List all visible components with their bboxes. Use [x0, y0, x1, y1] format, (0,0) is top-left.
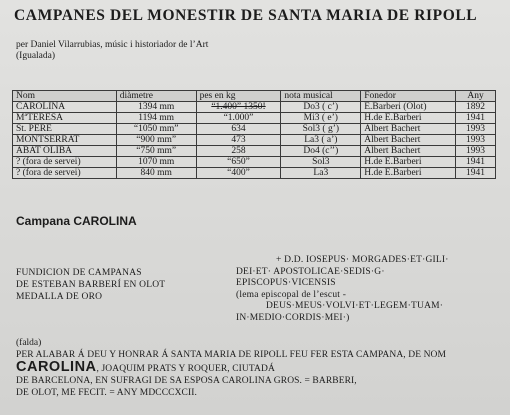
- foundry-line: MEDALLA DE ORO: [16, 292, 103, 302]
- motto-line: EPISCOPUS·VICENSIS: [236, 278, 336, 288]
- table-cell: 1993: [456, 146, 496, 157]
- table-cell: Do4 (c’’): [281, 146, 361, 157]
- table-cell: “1.000”: [196, 113, 281, 124]
- column-header: Nom: [13, 91, 117, 102]
- table-row: [13, 124, 496, 135]
- bell-name: CAROLINA: [16, 359, 97, 375]
- table-cell: MONTSERRAT: [13, 135, 117, 146]
- motto-line: (lema episcopal de l’escut -: [236, 289, 347, 300]
- author-credit: [16, 40, 208, 62]
- table-cell: Sol3: [281, 157, 361, 168]
- table-cell: “1050 mm”: [116, 124, 196, 135]
- table-row: [13, 135, 496, 146]
- column-header: nota musical: [281, 91, 361, 102]
- table-cell: H.de E.Barberi: [361, 157, 456, 168]
- motto-line: DEUS·MEUS·VOLVI·ET·LEGEM·TUAM·: [266, 301, 444, 311]
- table-row: [13, 157, 496, 168]
- table-cell: St. PERE: [13, 124, 117, 135]
- table-cell: Do3 ( c’): [281, 102, 361, 113]
- table-cell: Albert Bachert: [361, 135, 456, 146]
- table-cell: “1.400” 1350!: [196, 102, 281, 113]
- table-cell: ? (fora de servei): [13, 168, 117, 179]
- table-cell: 258: [196, 146, 281, 157]
- table-row: [13, 146, 496, 157]
- table-cell: 1993: [456, 124, 496, 135]
- foundry-line: FUNDICION DE CAMPANAS: [16, 268, 142, 278]
- skirt-inscription: [16, 349, 504, 399]
- motto-line: + D.D. IOSEPUS· MORGADES·ET·GILI·: [276, 255, 449, 265]
- inscription-text: , JOAQUIM PRATS Y ROQUER, CIUTADÁ: [96, 364, 275, 374]
- episcopal-motto: [236, 255, 449, 324]
- column-header: Any: [456, 91, 496, 102]
- table-cell: 1892: [456, 102, 496, 113]
- table-cell: “900 mm”: [116, 135, 196, 146]
- column-header: pes en kg: [196, 91, 281, 102]
- table-cell: MªTERESA: [13, 113, 117, 124]
- column-header: diàmetre: [116, 91, 196, 102]
- table-cell: ABAT OLIBA: [13, 146, 117, 157]
- table-cell: H.de E.Barberi: [361, 113, 456, 124]
- table-header-row: [13, 91, 496, 102]
- table-cell: Albert Bachert: [361, 146, 456, 157]
- motto-line: DEI·ET· APOSTOLICAE·SEDIS·G·: [236, 266, 385, 277]
- motto-line: IN·MEDIO·CORDIS·MEI·): [236, 312, 350, 323]
- table-cell: 634: [196, 124, 281, 135]
- table-cell: ? (fora de servei): [13, 157, 117, 168]
- inscription-line: DE BARCELONA, EN SUFRAGI DE SA ESPOSA CAROLINA GROS. = BARBERI,: [16, 376, 357, 386]
- table-cell: 1993: [456, 135, 496, 146]
- table-cell: 1194 mm: [116, 113, 196, 124]
- table-cell: E.Barberi (Olot): [361, 102, 456, 113]
- table-cell: Sol3 ( g’): [281, 124, 361, 135]
- table-row: [13, 102, 496, 113]
- falda-label: (falda): [16, 338, 42, 348]
- table-cell: 840 mm: [116, 168, 196, 179]
- table-cell: 1941: [456, 113, 496, 124]
- section-heading: Campana CAROLINA: [16, 214, 137, 228]
- table-cell: 1941: [456, 168, 496, 179]
- column-header: Fonedor: [361, 91, 456, 102]
- table-cell: La3: [281, 168, 361, 179]
- inscription-line: PER ALABAR Á DEU Y HONRAR Á SANTA MARIA DE RIPOLL FEU FER ESTA CAMPANA, DE NOM: [16, 350, 447, 360]
- table-row: [13, 168, 496, 179]
- table-cell: CAROLINA: [13, 102, 117, 113]
- bells-table: [12, 90, 496, 179]
- author-location: (Igualada): [16, 51, 56, 61]
- page-title: CAMPANES DEL MONESTIR DE SANTA MARIA DE RIPOLL: [14, 7, 478, 24]
- inscription-line: DE OLOT, ME FECIT. = ANY MDCCCXCII.: [16, 388, 197, 398]
- table-cell: 473: [196, 135, 281, 146]
- table-cell: H.de E.Barberi: [361, 168, 456, 179]
- author-line: per Daniel Vilarrubias, músic i historiador de l’Art: [16, 40, 209, 50]
- table-cell: La3 ( a’): [281, 135, 361, 146]
- table-cell: “650”: [196, 157, 281, 168]
- table-cell: “750 mm”: [116, 146, 196, 157]
- table-cell: Mi3 ( e’): [281, 113, 361, 124]
- foundry-inscription: [16, 267, 165, 303]
- foundry-line: DE ESTEBAN BARBERÍ EN OLOT: [16, 280, 166, 290]
- table-cell: 1394 mm: [116, 102, 196, 113]
- table-cell: 1070 mm: [116, 157, 196, 168]
- table-cell: 1941: [456, 157, 496, 168]
- inscription-line: [16, 361, 504, 375]
- table-cell: Albert Bachert: [361, 124, 456, 135]
- table-row: [13, 113, 496, 124]
- table-cell: “400”: [196, 168, 281, 179]
